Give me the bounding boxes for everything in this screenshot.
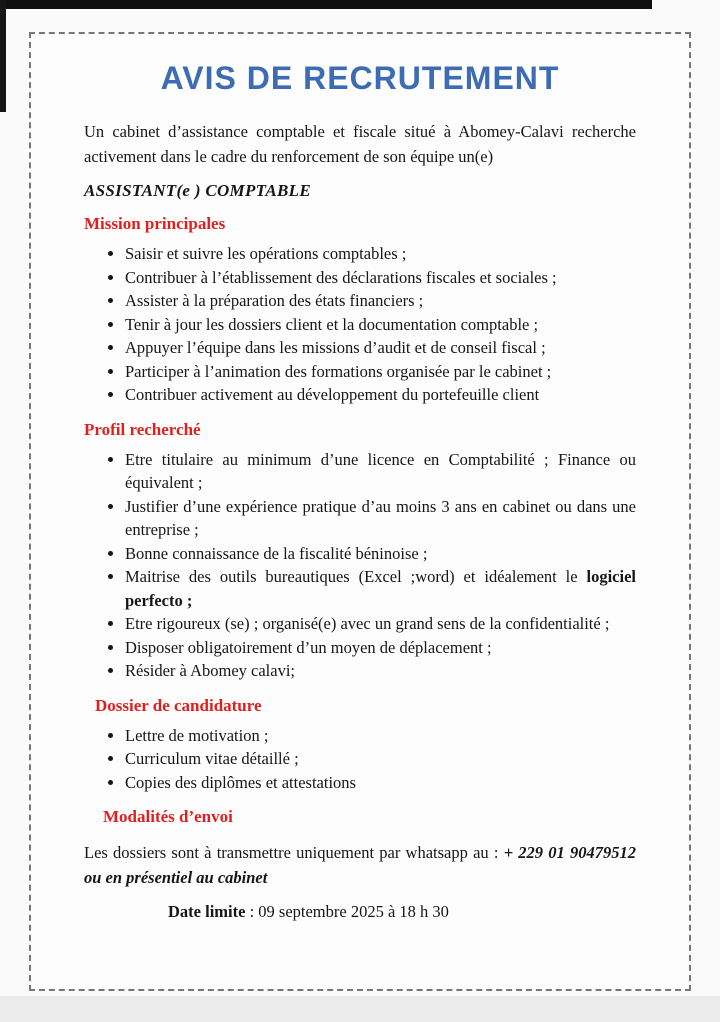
- position-title: ASSISTANT(e ) COMPTABLE: [84, 181, 311, 200]
- list-item: • Etre titulaire au minimum d’une licence en Comptabilité ; Finance ou équivalent ;: [125, 448, 636, 495]
- list-item: • Curriculum vitae détaillé ;: [125, 747, 636, 771]
- list-item: • Disposer obligatoirement d’un moyen de déplacement ;: [125, 636, 636, 660]
- deadline-line: [168, 902, 636, 922]
- profil-list: [84, 448, 636, 683]
- dossier-list: [84, 724, 636, 795]
- section-heading-profil: Profil recherché: [84, 419, 201, 439]
- list-item: • Contribuer activement au développement du portefeuille client: [125, 383, 636, 407]
- list-item: • Tenir à jour les dossiers client et la documentation comptable ;: [125, 313, 636, 337]
- list-item: • Copies des diplômes et attestations: [125, 771, 636, 795]
- list-item: • Résider à Abomey calavi;: [125, 659, 636, 683]
- deadline-label: Date limite: [168, 902, 246, 921]
- deadline-value: : 09 septembre 2025 à 18 h 30: [245, 902, 449, 921]
- list-item: • Maitrise des outils bureautiques (Excel ;word) et idéalement le logiciel perfecto ;: [125, 565, 636, 612]
- photo-scan-edge-left: [0, 0, 6, 112]
- document-page: [29, 32, 691, 991]
- send-paragraph: Les dossiers sont à transmettre uniquement par whatsapp au : + 229 01 90479512 ou en présentiel au cabinet: [84, 843, 636, 887]
- photo-background-bottom: [0, 996, 720, 1022]
- list-item: • Saisir et suivre les opérations comptables ;: [125, 242, 636, 266]
- missions-list: [84, 242, 636, 407]
- page-title: AVIS DE RECRUTEMENT: [160, 60, 560, 96]
- section-heading-missions: Mission principales: [84, 214, 226, 233]
- list-item: • Contribuer à l’établissement des déclarations fiscales et sociales ;: [125, 266, 636, 290]
- list-item: • Appuyer l’équipe dans les missions d’audit et de conseil fiscal ;: [125, 336, 636, 360]
- intro-paragraph: Un cabinet d’assistance comptable et fiscale situé à Abomey-Calavi recherche activement dans le cadre du renforcement de son équipe un(e): [84, 122, 636, 166]
- list-item: • Lettre de motivation ;: [125, 724, 636, 748]
- list-item: • Justifier d’une expérience pratique d’au moins 3 ans en cabinet ou dans une entreprise ;: [125, 495, 636, 542]
- list-item: • Etre rigoureux (se) ; organisé(e) avec un grand sens de la confidentialité ;: [125, 612, 636, 636]
- section-heading-dossier: Dossier de candidature: [95, 695, 262, 715]
- whatsapp-number: + 229 01 90479512 ou en présentiel au cabinet: [84, 843, 636, 887]
- list-item: • Participer à l’animation des formations organisée par le cabinet ;: [125, 360, 636, 384]
- bold-text: logiciel perfecto ;: [125, 567, 636, 610]
- photo-scan-edge-top: [0, 0, 652, 9]
- list-item: • Assister à la préparation des états financiers ;: [125, 289, 636, 313]
- list-item: • Bonne connaissance de la fiscalité béninoise ;: [125, 542, 636, 566]
- section-heading-envoi: Modalités d’envoi: [103, 807, 233, 826]
